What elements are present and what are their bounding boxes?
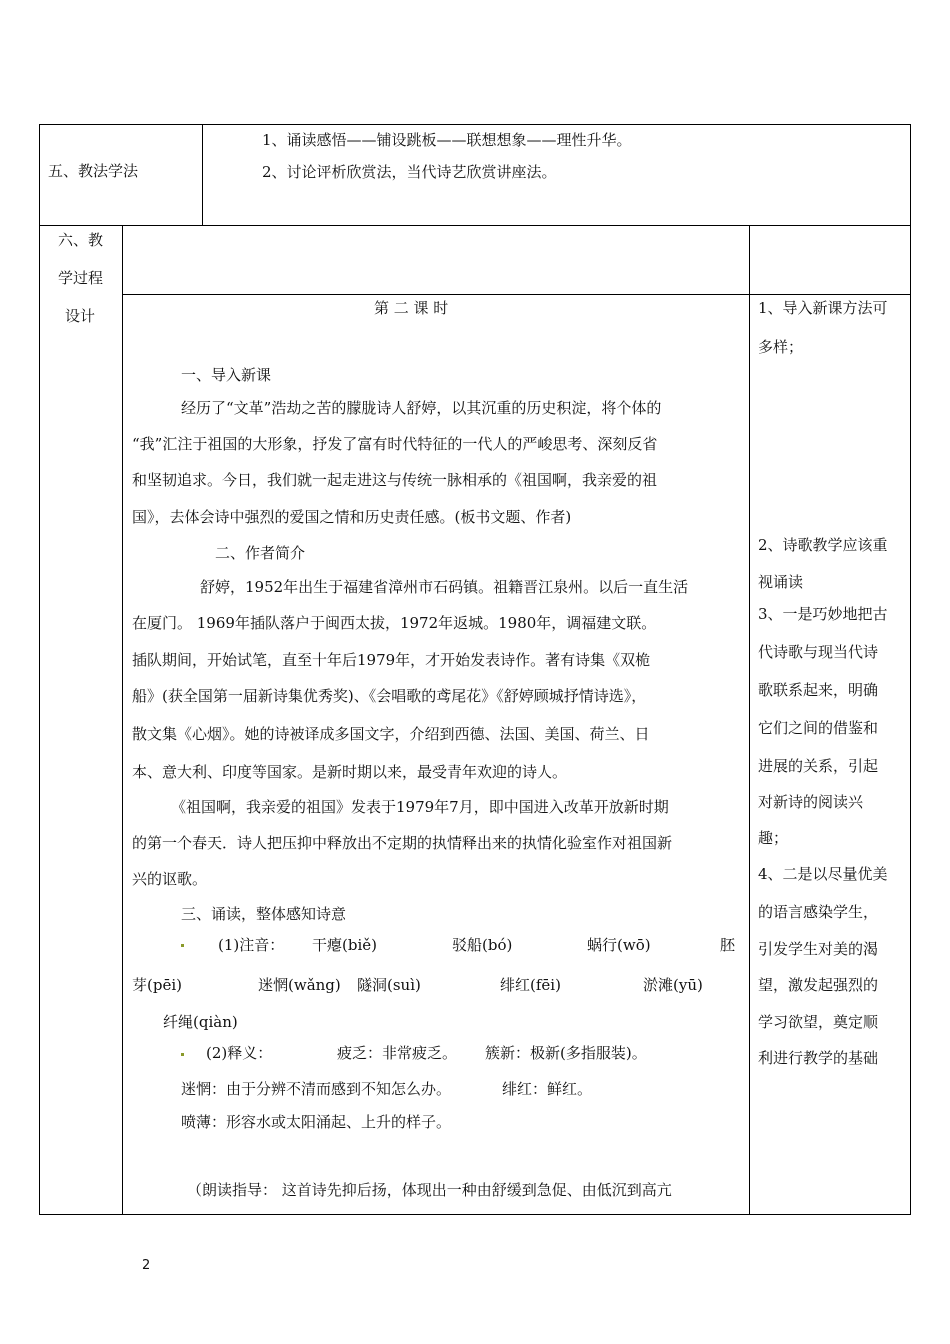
meaning-item: 簇新：极新(多指服装)。 — [485, 1044, 647, 1062]
section5-line2: 2、讨论评析欣赏法，当代诗艺欣赏讲座法。 — [262, 163, 557, 181]
reading-guide-line: （朗读指导： 这首诗先抑后扬，体现出一种由舒缓到急促、由低沉到高亢 — [187, 1181, 672, 1199]
phonetic-item: 淤滩(yū) — [643, 976, 703, 994]
page-number: 2 — [142, 1258, 151, 1273]
note-line: 代诗歌与现当代诗 — [758, 643, 879, 661]
row6-notes-divider — [749, 225, 750, 1215]
phonetic-item: 隧洞(suì) — [357, 976, 421, 994]
row6-top-inner-border — [122, 294, 911, 295]
author-line: 舒婷，1952年出生于福建省漳州市石码镇。祖籍晋江泉州。以后一直生活 — [200, 578, 689, 596]
author-line: 散文集《心烟》。她的诗被译成多国文字，介绍到西德、法国、美国、荷兰、日 — [132, 725, 650, 743]
phonetic-item: 蜗行(wō) — [587, 936, 651, 954]
section5-line1: 1、诵读感悟——铺设跳板——联想想象——理性升华。 — [262, 131, 632, 149]
note-line: 的语言感染学生， — [758, 903, 879, 921]
row5-bottom-border — [39, 225, 911, 226]
meaning-item: 疲乏：非常疲乏。 — [337, 1044, 458, 1062]
note-line: 学习欲望，奠定顺 — [758, 1013, 879, 1031]
read-title: 三、诵读，整体感知诗意 — [181, 905, 347, 923]
note-line: 利进行教学的基础 — [758, 1049, 879, 1067]
meaning-label: (2)释义： — [206, 1044, 273, 1062]
note-line: 望，激发起强烈的 — [758, 976, 879, 994]
section6-label-line3: 设计 — [65, 307, 96, 325]
row6-label-divider — [122, 225, 123, 1215]
poem-line: 兴的讴歌。 — [132, 870, 208, 888]
lesson-heading: 第 二 课 时 — [374, 299, 449, 317]
note-line: 4、二是以尽量优美 — [758, 865, 888, 883]
phonetic-item: 芽(pēi) — [132, 976, 182, 994]
table-right-border — [910, 124, 911, 1215]
phonetic-item: 迷惘(wǎng) — [258, 976, 341, 994]
author-line: 在厦门。 1969年插队落户于闽西太拔，1972年返城。1980年，调福建文联。 — [132, 614, 657, 632]
note-line: 进展的关系，引起 — [758, 757, 879, 775]
bullet-dot — [181, 944, 184, 947]
note-line: 1、导入新课方法可 — [758, 299, 888, 317]
section6-label-line2: 学过程 — [58, 269, 104, 287]
phonetic-item: 驳船(bó) — [452, 936, 513, 954]
note-line: 3、一是巧妙地把古 — [758, 605, 888, 623]
phonetic-item: 绯红(fēi) — [500, 976, 561, 994]
note-line: 2、诗歌教学应该重 — [758, 536, 888, 554]
table-top-border — [39, 124, 911, 125]
section5-label: 五、教法学法 — [48, 162, 139, 180]
row5-divider — [202, 124, 203, 226]
phonetic-item: 干瘪(biě) — [312, 936, 377, 954]
intro-line: 和坚韧追求。今日，我们就一起走进这与传统一脉相承的《祖国啊，我亲爱的祖 — [132, 471, 658, 489]
section6-label-line1: 六、教 — [58, 231, 104, 249]
note-line: 引发学生对美的渴 — [758, 940, 879, 958]
intro-line: “我”汇注于祖国的大形象，抒发了富有时代特征的一代人的严峻思考、深刻反省 — [132, 435, 658, 453]
meaning-item: 喷薄：形容水或太阳涌起、上升的样子。 — [181, 1113, 452, 1131]
poem-line: 《祖国啊，我亲爱的祖国》发表于1979年7月，即中国进入改革开放新时期 — [171, 798, 669, 816]
note-line: 歌联系起来，明确 — [758, 681, 879, 699]
intro-line: 经历了“文革”浩劫之苦的朦胧诗人舒婷，以其沉重的历史积淀，将个体的 — [181, 399, 662, 417]
author-line: 插队期间，开始试笔，直至十年后1979年，才开始发表诗作。著有诗集《双桅 — [132, 651, 651, 669]
author-line: 船》(获全国第一届新诗集优秀奖)、《会唱歌的鸢尾花》《舒婷顾城抒情诗选》， — [132, 687, 647, 705]
bullet-dot — [181, 1053, 184, 1056]
author-line: 本、意大利、印度等国家。是新时期以来，最受青年欢迎的诗人。 — [132, 763, 568, 781]
phonetic-label: (1)注音： — [218, 936, 285, 954]
note-line: 对新诗的阅读兴 — [758, 793, 864, 811]
intro-line: 国》，去体会诗中强烈的爱国之情和历史责任感。(板书文题、作者) — [132, 508, 572, 526]
meaning-item: 绯红：鲜红。 — [502, 1080, 593, 1098]
phonetic-item: 胚 — [720, 936, 736, 954]
table-left-border — [39, 124, 40, 1215]
poem-line: 的第一个春天．诗人把压抑中释放出不定期的执情释出来的执情化验室作对祖国新 — [132, 834, 673, 852]
phonetic-item: 纤绳(qiàn) — [163, 1013, 238, 1031]
author-title: 二、作者简介 — [215, 544, 306, 562]
note-line: 视诵读 — [758, 573, 804, 591]
table-bottom-border — [39, 1214, 911, 1215]
note-line: 多样； — [758, 338, 804, 356]
intro-title: 一、导入新课 — [181, 366, 272, 384]
meaning-item: 迷惘：由于分辨不清而感到不知怎么办。 — [181, 1080, 452, 1098]
note-line: 它们之间的借鉴和 — [758, 719, 879, 737]
note-line: 趣； — [758, 829, 789, 847]
